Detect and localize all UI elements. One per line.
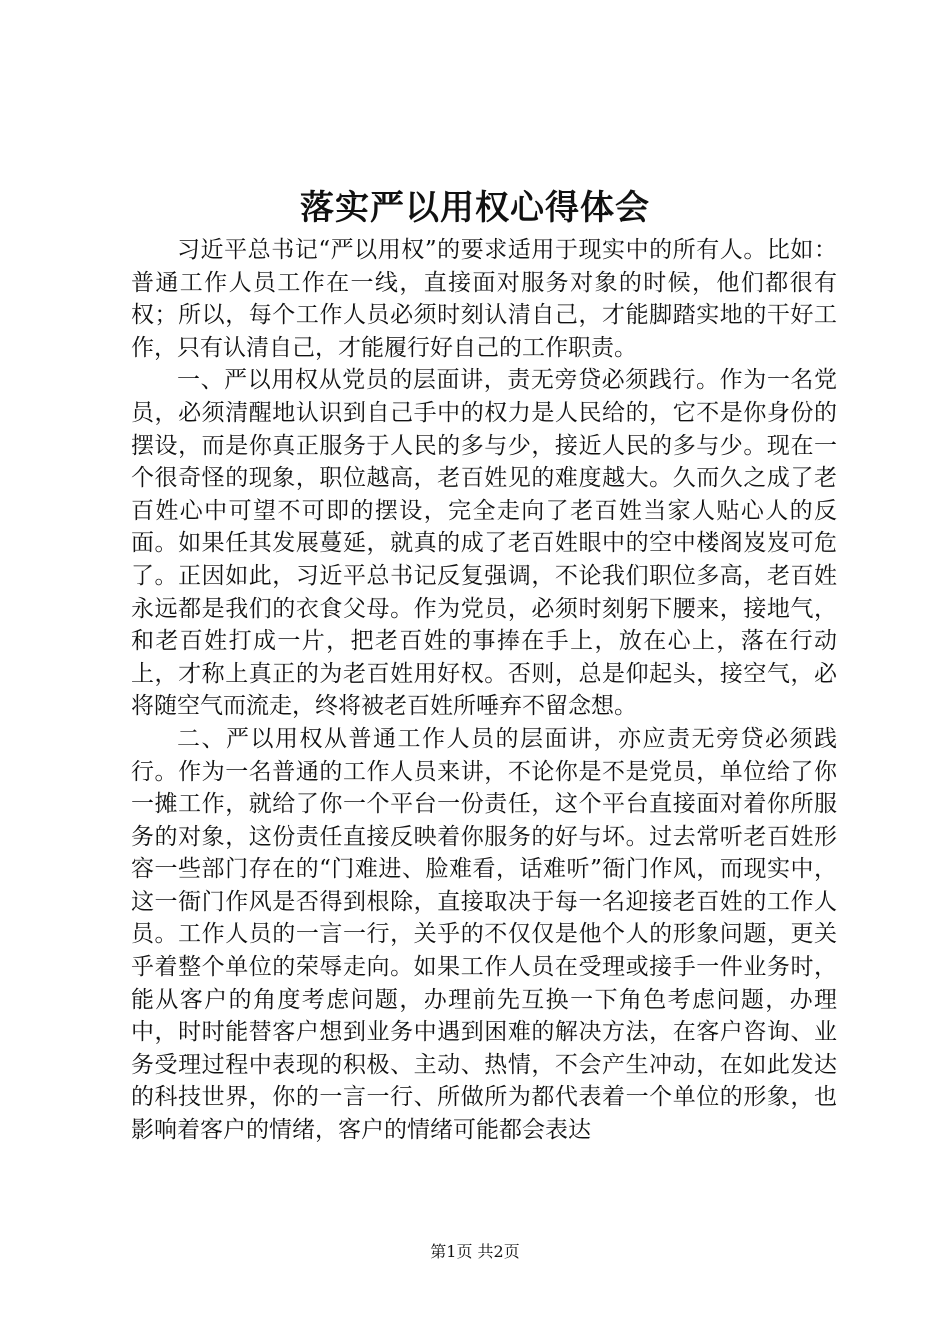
paragraph-party-member: 一、严以用权从党员的层面讲，责无旁贷必须践行。作为一名党员，必须清醒地认识到自己手中的权力是人民给的，它不是你身份的摆设，而是你真正服务于人民的多与少，接近人民的多与少。现在一个很奇怪的现象，职位越高，老百姓见的难度越大。久而久之成了老百姓心中可望不可即的摆设，完全走向了老百姓当家人贴心人的反面。如果任其发展蔓延，就真的成了老百姓眼中的空中楼阁岌岌可危了。正因如此，习近平总书记反复强调，不论我们职位多高，老百姓永远都是我们的衣食父母。作为党员，必须时刻躬下腰来，接地气，和老百姓打成一片，把老百姓的事捧在手上，放在心上，落在行动上，才称上真正的为老百姓用好权。否则，总是仰起头，接空气，必将随空气而流走，终将被老百姓所唾弃不留念想。 (131, 367, 837, 720)
page-footer: 第1页 共2页 (430, 1242, 520, 1261)
document-title: 落实严以用权心得体会 (300, 188, 650, 228)
paragraph-intro: 习近平总书记“严以用权”的要求适用于现实中的所有人。比如：普通工作人员工作在一线，直接面对服务对象的时候，他们都很有权；所以，每个工作人员必须时刻认清自己，才能脚踏实地的干好工作，只有认清自己，才能履行好自己的工作职责。 (131, 237, 837, 361)
paragraph-staff: 二、严以用权从普通工作人员的层面讲，亦应责无旁贷必须践行。作为一名普通的工作人员来讲，不论你是不是党员，单位给了你一摊工作，就给了你一个平台一份责任，这个平台直接面对着你所服务的对象，这份责任直接反映着你服务的好与坏。过去常听老百姓形容一些部门存在的“门难进、脸难看，话难听”衙门作风，而现实中，这一衙门作风是否得到根除，直接取决于每一名迎接老百姓的工作人员。工作人员的一言一行，关乎的不仅仅是他个人的形象问题，更关乎着整个单位的荣辱走向。如果工作人员在受理或接手一件业务时，能从客户的角度考虑问题，办理前先互换一下角色考虑问题，办理中，时时能替客户想到业务中遇到困难的解决方法，在客户咨询、业务受理过程中表现的积极、主动、热情，不会产生冲动，在如此发达的科技世界，你的一言一行、所做所为都代表着一个单位的形象，也影响着客户的情绪，客户的情绪可能都会表达 (131, 725, 837, 1144)
document-body (131, 234, 837, 1147)
